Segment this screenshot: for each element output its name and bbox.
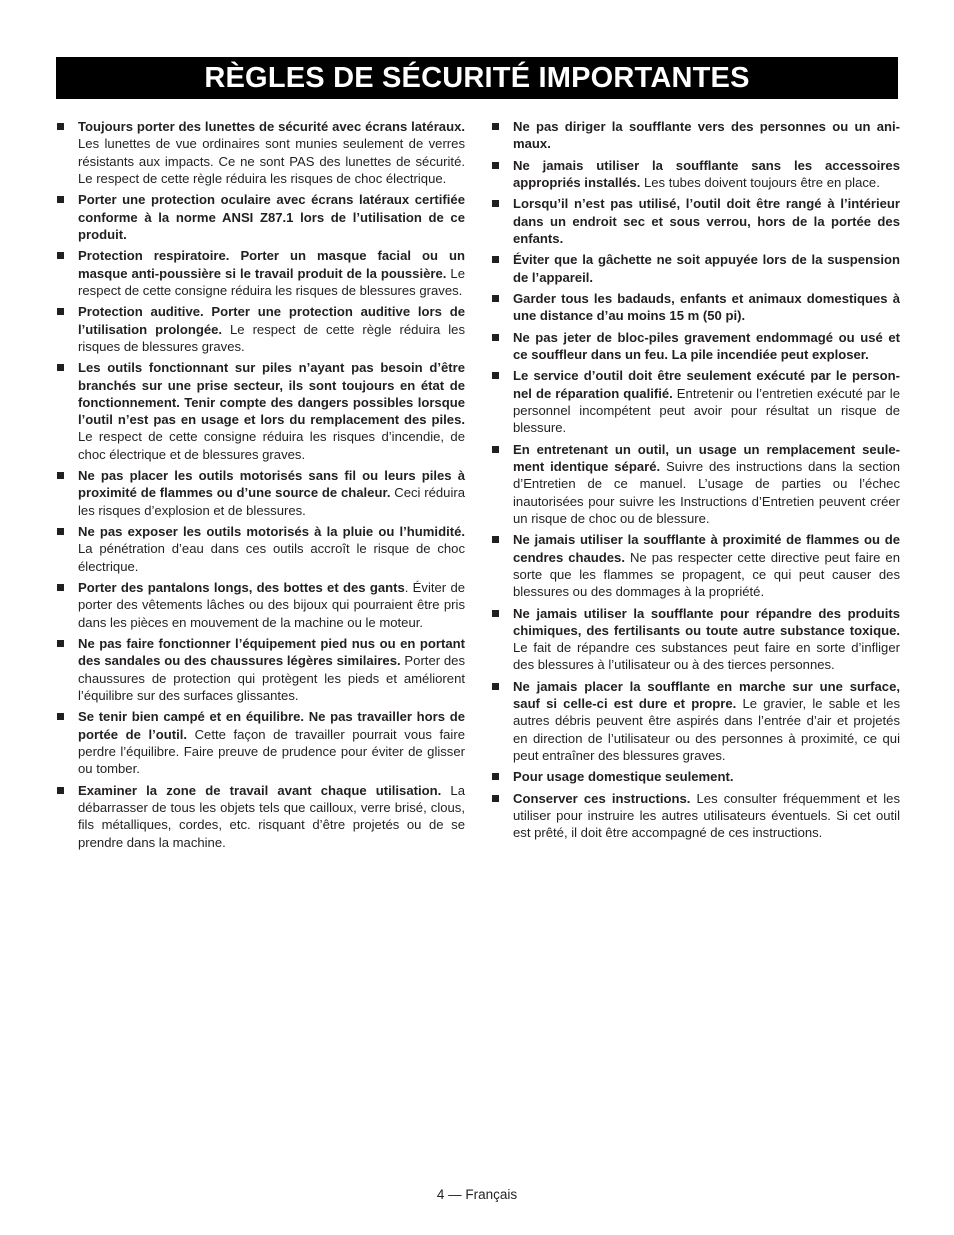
square-bullet-icon	[57, 713, 64, 720]
rule-text: La pénétration d’eau dans ces outils accroît le risque de choc électrique.	[78, 541, 465, 574]
rule-heading: Porter des pantalons longs, des bottes et des gants	[78, 580, 405, 596]
list-item	[492, 118, 900, 153]
square-bullet-icon	[57, 123, 64, 130]
list-item	[492, 195, 900, 247]
rule-heading: Garder tous les badauds, enfants et animaux domestiques à une distance d’au moins 15 m (50 pi).	[513, 291, 900, 324]
rule-heading: Conserver ces instructions.	[513, 790, 691, 806]
rule-heading: Ne pas diriger la soufflante vers des personnes ou un animaux.	[513, 119, 900, 152]
list-item	[492, 441, 900, 527]
rule-text: Le respect de cette règle réduira les risques de blessures graves.	[78, 321, 466, 354]
rule-heading: Examiner la zone de travail avant chaque utilisation.	[78, 782, 442, 798]
square-bullet-icon	[57, 252, 64, 259]
rule-heading: Protection auditive. Porter une protection auditive lors de l’utilisation prolongée.	[78, 304, 465, 337]
rule-text: Les tubes doivent toujours être en place.	[640, 174, 880, 190]
rule-heading: Ne jamais utiliser la soufflante pour répandre des produits chimiques, des fertilisants ou toute autre substance toxique.	[513, 605, 900, 638]
rule-text: Porter des chaussures de protection qui protègent les pieds et améliorent l’équilibre sur des surfaces glissantes.	[78, 653, 465, 703]
rule-heading: Porter une protection oculaire avec écrans latéraux certifiée conforme à la norme ANSI Z87.1 lors de l’utilisation de ce produit.	[78, 192, 465, 242]
list-item	[57, 782, 465, 851]
list-item	[57, 247, 465, 299]
list-item	[492, 367, 900, 436]
rule-heading: Éviter que la gâchette ne soit appuyée lors de la suspension de l’appareil.	[513, 252, 900, 285]
rule-text: Les consulter fréquemment et les utiliser pour instruire les autres utilisateurs éventuels. Si cet outil est prêté, il doit être accompagné de ces instructions.	[513, 790, 900, 841]
list-item	[492, 678, 900, 764]
square-bullet-icon	[57, 584, 64, 591]
list-item	[492, 768, 900, 785]
list-item	[492, 251, 900, 286]
rule-heading: Ne jamais placer la soufflante en marche sur une surface, sauf si celle-ci est dure et propre.	[513, 678, 900, 712]
list-item	[492, 531, 900, 600]
safety-rules-list-right	[492, 118, 900, 842]
page-number: 4	[436, 1187, 445, 1202]
safety-rules-list-left	[57, 118, 465, 851]
square-bullet-icon	[57, 787, 64, 794]
list-item	[492, 157, 900, 192]
rule-heading: Lorsqu’il n’est pas utilisé, l’outil doit être rangé à l’intérieur dans un endroit sec et sous verrou, hors de la portée des enfants.	[513, 196, 900, 246]
list-item	[57, 523, 465, 575]
square-bullet-icon	[57, 308, 64, 315]
rule-text: Ne pas respecter cette directive peut faire en sorte que les flammes se propagent, ce qui peut causer des blessures ou des dommages à la propriété.	[513, 549, 900, 600]
page-title: RÈGLES DE SÉCURITÉ IMPORTANTES	[204, 61, 750, 94]
square-bullet-icon	[492, 256, 499, 263]
right-column	[492, 118, 900, 846]
rule-text: Le respect de cette consigne réduira les risques de blessures graves.	[78, 265, 465, 298]
page-footer	[0, 1187, 954, 1202]
square-bullet-icon	[57, 364, 64, 371]
list-item	[492, 605, 900, 674]
rule-heading: Ne jamais utiliser la soufflante sans les accessoires appropriés installés.	[513, 157, 900, 190]
square-bullet-icon	[492, 795, 499, 802]
rule-text: Cette façon de travailler pourrait vous faire perdre l’équilibre. Faire preuve de prudence pour éviter de glisser ou tomber.	[78, 726, 465, 777]
rule-heading: Ne pas exposer les outils motorisés à la pluie ou l’humidité.	[78, 524, 465, 540]
rule-text: Le respect de cette consigne réduira les risques d’incendie, de choc électrique et de blessures graves.	[78, 429, 465, 462]
square-bullet-icon	[57, 472, 64, 479]
list-item	[57, 579, 465, 631]
rule-text: Entretenir ou l’entretien exécuté par le personnel incompétent peut avoir pour résultat un risque de blessure.	[513, 385, 900, 436]
square-bullet-icon	[492, 536, 499, 543]
rule-heading: Toujours porter des lunettes de sécurité avec écrans latéraux.	[78, 119, 465, 134]
rule-heading: Ne pas placer les outils motorisés sans fil ou leurs piles à proximité de flammes ou d’une source de chaleur.	[78, 468, 465, 501]
list-item	[57, 191, 465, 243]
rule-text: . Éviter de porter des vêtements lâches ou des bijoux qui pourraient être pris dans les pièces en mouvement de la machine ou le moteur.	[78, 580, 466, 630]
rule-text: Suivre des instructions dans la section d’Entretien de ce manuel. L’usage de parties ou l’échec inautorisées pour suivre les Instructions d’Entretien peuvent créer un risque de choc ou de blessure.	[513, 459, 900, 526]
rule-heading: Ne jamais utiliser la soufflante à proximité de flammes ou de cendres chaudes.	[513, 532, 900, 565]
left-column	[57, 118, 465, 855]
square-bullet-icon	[492, 683, 499, 690]
list-item	[492, 329, 900, 364]
rule-heading: Protection respiratoire. Porter un masque facial ou un masque anti-poussière si le travail produit de la poussière.	[78, 248, 465, 281]
rule-heading: Se tenir bien campé et en équilibre. Ne pas travailler hors de portée de l’outil.	[78, 709, 465, 742]
square-bullet-icon	[492, 773, 499, 780]
square-bullet-icon	[57, 528, 64, 535]
square-bullet-icon	[492, 200, 499, 207]
list-item	[57, 467, 465, 519]
square-bullet-icon	[492, 372, 499, 379]
square-bullet-icon	[492, 295, 499, 302]
square-bullet-icon	[57, 640, 64, 647]
rule-heading: En entretenant un outil, un usage un remplacement seulement identique séparé.	[513, 441, 900, 474]
rule-heading: Pour usage domestique seulement.	[513, 769, 734, 785]
rule-heading: Ne pas jeter de bloc-piles gravement endommagé ou usé et ce souffleur dans un feu. La pile incendiée peut exploser.	[513, 329, 900, 363]
square-bullet-icon	[492, 162, 499, 169]
list-item	[57, 118, 465, 187]
square-bullet-icon	[492, 610, 499, 617]
list-item	[492, 790, 900, 842]
rule-text: Ceci réduira les risques d’explosion et de blessures.	[78, 485, 465, 518]
list-item	[57, 708, 465, 777]
list-item	[57, 635, 465, 704]
rule-heading: Les outils fonctionnant sur piles n’ayant pas besoin d’être branchés sur une prise secteur, ils sont toujours en état de fonctionnement. Tenir compte des dangers possibles lorsque l’outil n’est pas en usage et lors du remplacement des piles.	[78, 360, 465, 428]
rule-text: Le gravier, le sable et les autres débris peuvent être aspirés dans l’entrée d’air et projetés en direction de l’utilisateur ou des personnes à proximité, ce qui peut entraîner des blessures graves.	[513, 696, 901, 764]
footer-language: Français	[465, 1187, 518, 1202]
square-bullet-icon	[492, 334, 499, 341]
rule-heading: Le service d’outil doit être seulement exécuté par le personnel de réparation qualifié.	[513, 368, 900, 401]
rule-text: La débarrasser de tous les objets tels que cailloux, verre brisé, clous, fils métalliques, cordes, etc. risquant d’être projetés ou de se prendre dans la machine.	[78, 782, 465, 850]
rule-text: Le fait de répandre ces substances peut faire en sorte d’infliger des blessures à l’utilisateur ou à des tierces personnes.	[513, 640, 900, 673]
square-bullet-icon	[492, 446, 499, 453]
rule-heading: Ne pas faire fonctionner l’équipement pied nus ou en portant des sandales ou des chaussures légères similaires.	[78, 636, 465, 669]
list-item	[57, 359, 465, 463]
rule-text: Les lunettes de vue ordinaires sont munies seulement de verres résistants aux impacts. Ce ne sont PAS des lunettes de sécurité. Le respect de cette règle réduira les risques de choc électrique.	[78, 136, 465, 186]
list-item	[57, 303, 465, 355]
square-bullet-icon	[57, 196, 64, 203]
title-bar	[56, 57, 898, 99]
square-bullet-icon	[492, 123, 499, 130]
footer-separator: —	[448, 1187, 462, 1202]
list-item	[492, 290, 900, 325]
